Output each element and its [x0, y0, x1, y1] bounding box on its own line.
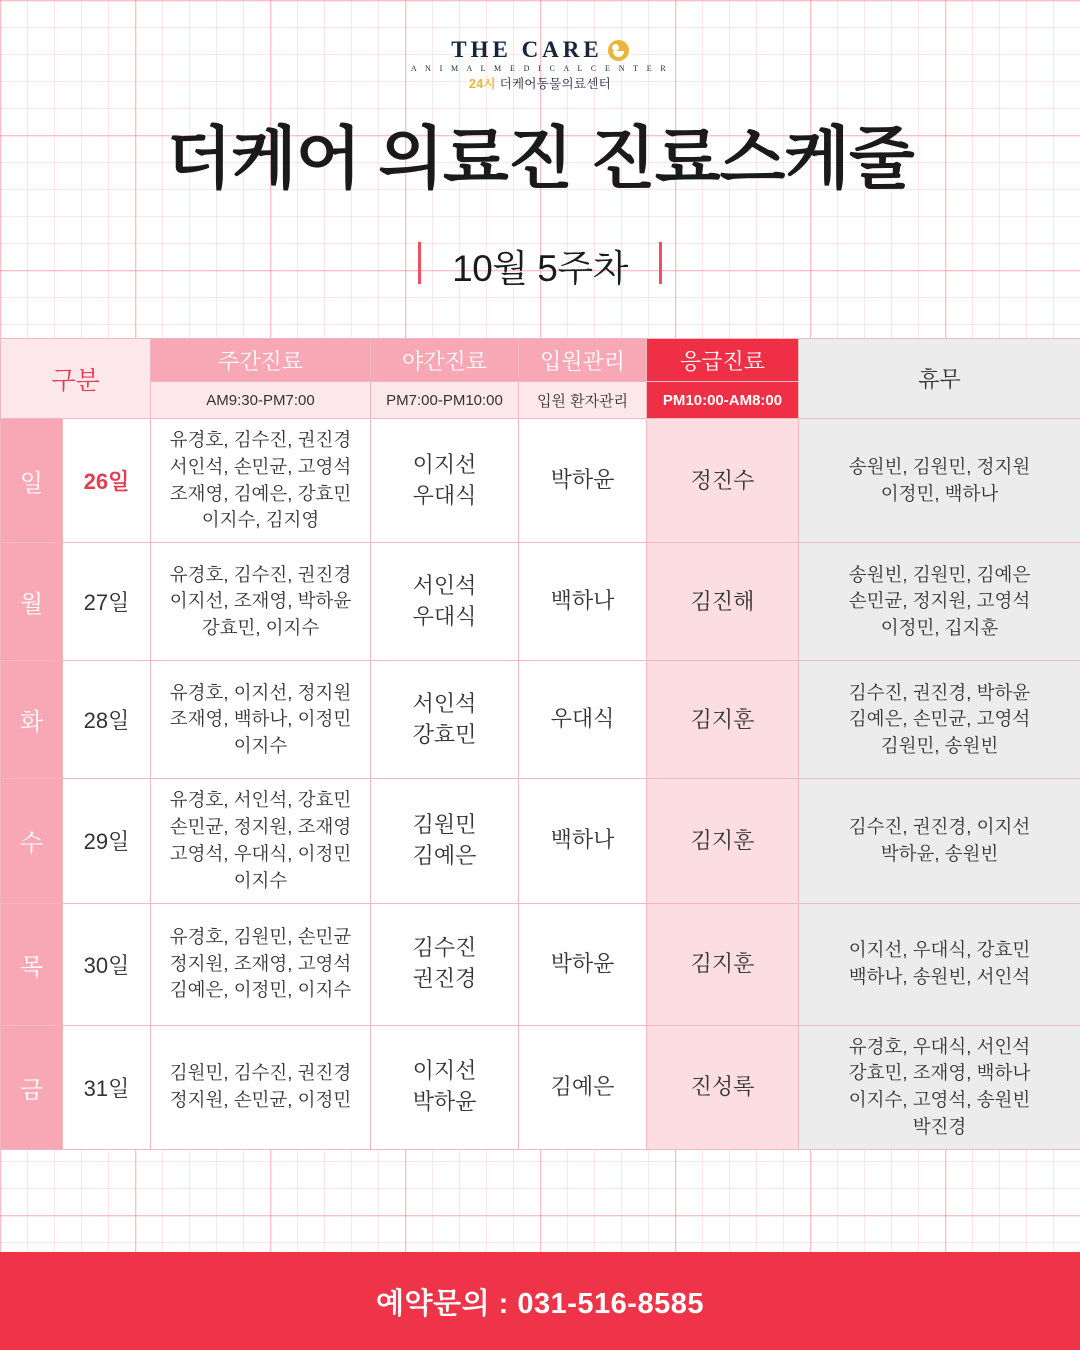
cell-daytime: 유경호, 서인석, 강효민 손민균, 정지원, 조재영 고영석, 우대식, 이정민 이지수	[151, 779, 371, 903]
logo-korean-prefix: 24시	[468, 77, 496, 91]
row-day: 화	[1, 661, 63, 779]
cell-off: 송원빈, 김원민, 김예은 손민균, 정지원, 고영석 이정민, 깁지훈	[799, 543, 1080, 661]
header-gubun: 구분	[1, 339, 151, 419]
row-date: 29일	[63, 779, 151, 903]
cell-admission: 백하나	[519, 543, 647, 661]
cell-daytime: 유경호, 김수진, 권진경 서인석, 손민균, 고영석 조재영, 김예은, 강효민 이지수, 김지영	[151, 419, 371, 543]
header-emergency: 응급진료	[647, 339, 799, 382]
cell-daytime: 유경호, 김수진, 권진경 이지선, 조재영, 박하윤 강효민, 이지수	[151, 543, 371, 661]
row-day: 월	[1, 543, 63, 661]
logo-korean-name	[0, 78, 1080, 91]
cell-daytime: 김원민, 김수진, 권진경 정지원, 손민균, 이정민	[151, 1025, 371, 1149]
header-admission: 입원관리	[519, 339, 647, 382]
table-head	[1, 339, 1080, 419]
cell-night: 서인석 우대식	[371, 543, 519, 661]
cell-off: 유경호, 우대식, 서인석 강효민, 조재영, 백하나 이지수, 고영석, 송원빈 박진경	[799, 1025, 1080, 1149]
row-date: 27일	[63, 543, 151, 661]
table-row	[1, 903, 1080, 1025]
row-day: 금	[1, 1025, 63, 1149]
row-date: 31일	[63, 1025, 151, 1149]
table-row	[1, 543, 1080, 661]
logo-brand-label: THE CARE	[451, 37, 603, 62]
logo-korean-label: 더케어동물의료센터	[499, 77, 612, 91]
row-date: 26일	[63, 419, 151, 543]
row-date: 28일	[63, 661, 151, 779]
cell-admission: 김예은	[519, 1025, 647, 1149]
header-daytime: 주간진료	[151, 339, 371, 382]
schedule-table	[0, 338, 1080, 1150]
row-date: 30일	[63, 903, 151, 1025]
header-night: 야간진료	[371, 339, 519, 382]
cell-admission: 박하윤	[519, 419, 647, 543]
cell-admission: 백하나	[519, 779, 647, 903]
page-subtitle-wrap	[0, 238, 1080, 292]
cell-admission: 우대식	[519, 661, 647, 779]
cell-emergency: 김지훈	[647, 779, 799, 903]
cell-emergency: 김지훈	[647, 903, 799, 1025]
clinic-logo	[0, 38, 1080, 91]
cell-night: 이지선 박하윤	[371, 1025, 519, 1149]
cell-daytime: 유경호, 김원민, 손민균 정지원, 조재영, 고영석 김예은, 이정민, 이지수	[151, 903, 371, 1025]
header-emergency-time: PM10:00-AM8:00	[647, 382, 799, 419]
cell-emergency: 진성록	[647, 1025, 799, 1149]
cell-off: 김수진, 권진경, 이지선 박하윤, 송원빈	[799, 779, 1080, 903]
row-day: 수	[1, 779, 63, 903]
cell-emergency: 김지훈	[647, 661, 799, 779]
footer-bar	[0, 1252, 1080, 1350]
logo-brand-text	[451, 38, 629, 61]
row-day: 일	[1, 419, 63, 543]
header-night-time: PM7:00-PM10:00	[371, 382, 519, 419]
cell-emergency: 김진해	[647, 543, 799, 661]
table-row	[1, 779, 1080, 903]
row-day: 목	[1, 903, 63, 1025]
logo-tagline: A N I M A L M E D I C A L C E N T E R	[410, 64, 670, 73]
header-daytime-time: AM9:30-PM7:00	[151, 382, 371, 419]
schedule-table-wrap	[0, 338, 1080, 1150]
table-row	[1, 1025, 1080, 1149]
contact-text: 예약문의 : 031-516-8585	[376, 1287, 704, 1320]
page-title: 더케어 의료진 진료스케줄	[166, 121, 914, 197]
cell-off: 김수진, 권진경, 박하윤 김예은, 손민균, 고영석 김원민, 송원빈	[799, 661, 1080, 779]
cell-off: 송원빈, 김원민, 정지원 이정민, 백하나	[799, 419, 1080, 543]
page-subtitle: 10월 5주차	[418, 238, 662, 292]
table-row	[1, 419, 1080, 543]
header-off: 휴무	[799, 339, 1080, 419]
header-admission-time: 입원 환자관리	[519, 382, 647, 419]
table-body	[1, 419, 1080, 1150]
cell-admission: 박하윤	[519, 903, 647, 1025]
cell-emergency: 정진수	[647, 419, 799, 543]
cell-daytime: 유경호, 이지선, 정지원 조재영, 백하나, 이정민 이지수	[151, 661, 371, 779]
table-row	[1, 661, 1080, 779]
table-header-row-1	[1, 339, 1080, 382]
cell-night: 김원민 김예은	[371, 779, 519, 903]
paw-circle-icon	[608, 40, 629, 61]
cell-night: 이지선 우대식	[371, 419, 519, 543]
cell-night: 서인석 강효민	[371, 661, 519, 779]
cell-off: 이지선, 우대식, 강효민 백하나, 송원빈, 서인석	[799, 903, 1080, 1025]
cell-night: 김수진 권진경	[371, 903, 519, 1025]
